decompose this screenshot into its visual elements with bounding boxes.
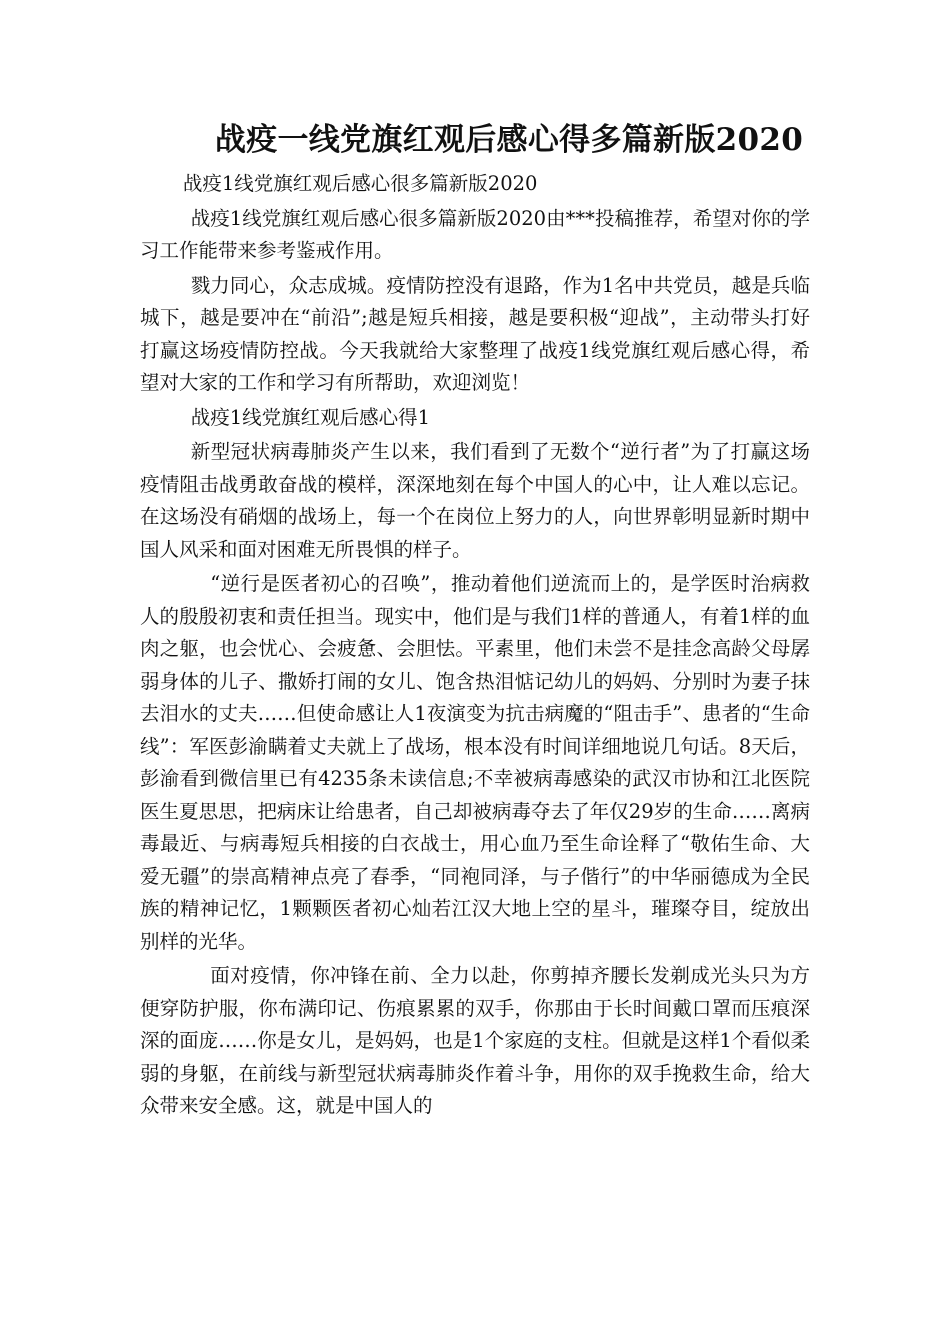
document-title: 战疫一线党旗红观后感心得多篇新版2020 bbox=[214, 122, 804, 158]
intro-paragraph: 战疫1线党旗红观后感心很多篇新版2020由***投稿推荐，希望对你的学习工作能带来参考鉴戒作用。 bbox=[140, 206, 810, 262]
body-paragraph: 面对疫情，你冲锋在前、全力以赴，你剪掉齐腰长发剃成光头只为方便穿防护服，你布满印记、伤痕累累的双手，你那由于长时间戴口罩而压痕深深的面庞……你是女儿，是妈妈，也是1个家庭的支柱。但就是这样1个看似柔弱的身躯，在前线与新型冠状病毒肺炎作着斗争，用你的双手挽救生命，给大众带来安全感。这，就是中国人的 bbox=[140, 964, 810, 1117]
subtitle-paragraph: 战疫1线党旗红观后感心很多篇新版2020 bbox=[182, 172, 538, 195]
document-body bbox=[140, 168, 810, 1123]
body-paragraph: 新型冠状病毒肺炎产生以来，我们看到了无数个“逆行者”为了打赢这场疫情阻击战勇敢奋战的模样，深深地刻在每个中国人的心中，让人难以忘记。在这场没有硝烟的战场上，每一个在岗位上努力的人，向世界彰明显新时期中国人风采和面对困难无所畏惧的样子。 bbox=[140, 440, 810, 561]
section-heading: 战疫1线党旗红观后感心得1 bbox=[190, 405, 431, 429]
summary-paragraph: 戮力同心，众志成城。疫情防控没有退路，作为1名中共党员，越是兵临城下，越是要冲在“前沿”;越是短兵相接，越是要积极“迎战”，主动带头打好打赢这场疫情防控战。今天我就给大家整理了战疫1线党旗红观后感心得，希望对大家的工作和学习有所帮助，欢迎浏览！ bbox=[140, 273, 810, 394]
body-paragraph: “逆行是医者初心的召唤”，推动着他们逆流而上的，是学医时治病救人的殷殷初衷和责任担当。现实中，他们是与我们1样的普通人，有着1样的血肉之躯，也会忧心、会疲惫、会胆怯。平素里，他们未尝不是挂念高龄父母孱弱身体的儿子、撒娇打闹的女儿、饱含热泪惦记幼儿的妈妈、分别时为妻子抹去泪水的丈夫……但使命感让人1夜演变为抗击病魔的“阻击手”、患者的“生命线”：军医彭渝瞒着丈夫就上了战场，根本没有时间详细地说几句话。8天后，彭渝看到微信里已有4235条未读信息;不幸被病毒感染的武汉市协和江北医院医生夏思思，把病床让给患者，自己却被病毒夺去了年仅29岁的生命……离病毒最近、与病毒短兵相接的白衣战士，用心血乃至生命诠释了“敬佑生命、大爱无疆”的崇高精神点亮了春季，“同袍同泽，与子偕行”的中华丽德成为全民族的精神记忆，1颗颗医者初心灿若江汉大地上空的星斗，璀璨夺目，绽放出别样的光华。 bbox=[140, 572, 810, 953]
